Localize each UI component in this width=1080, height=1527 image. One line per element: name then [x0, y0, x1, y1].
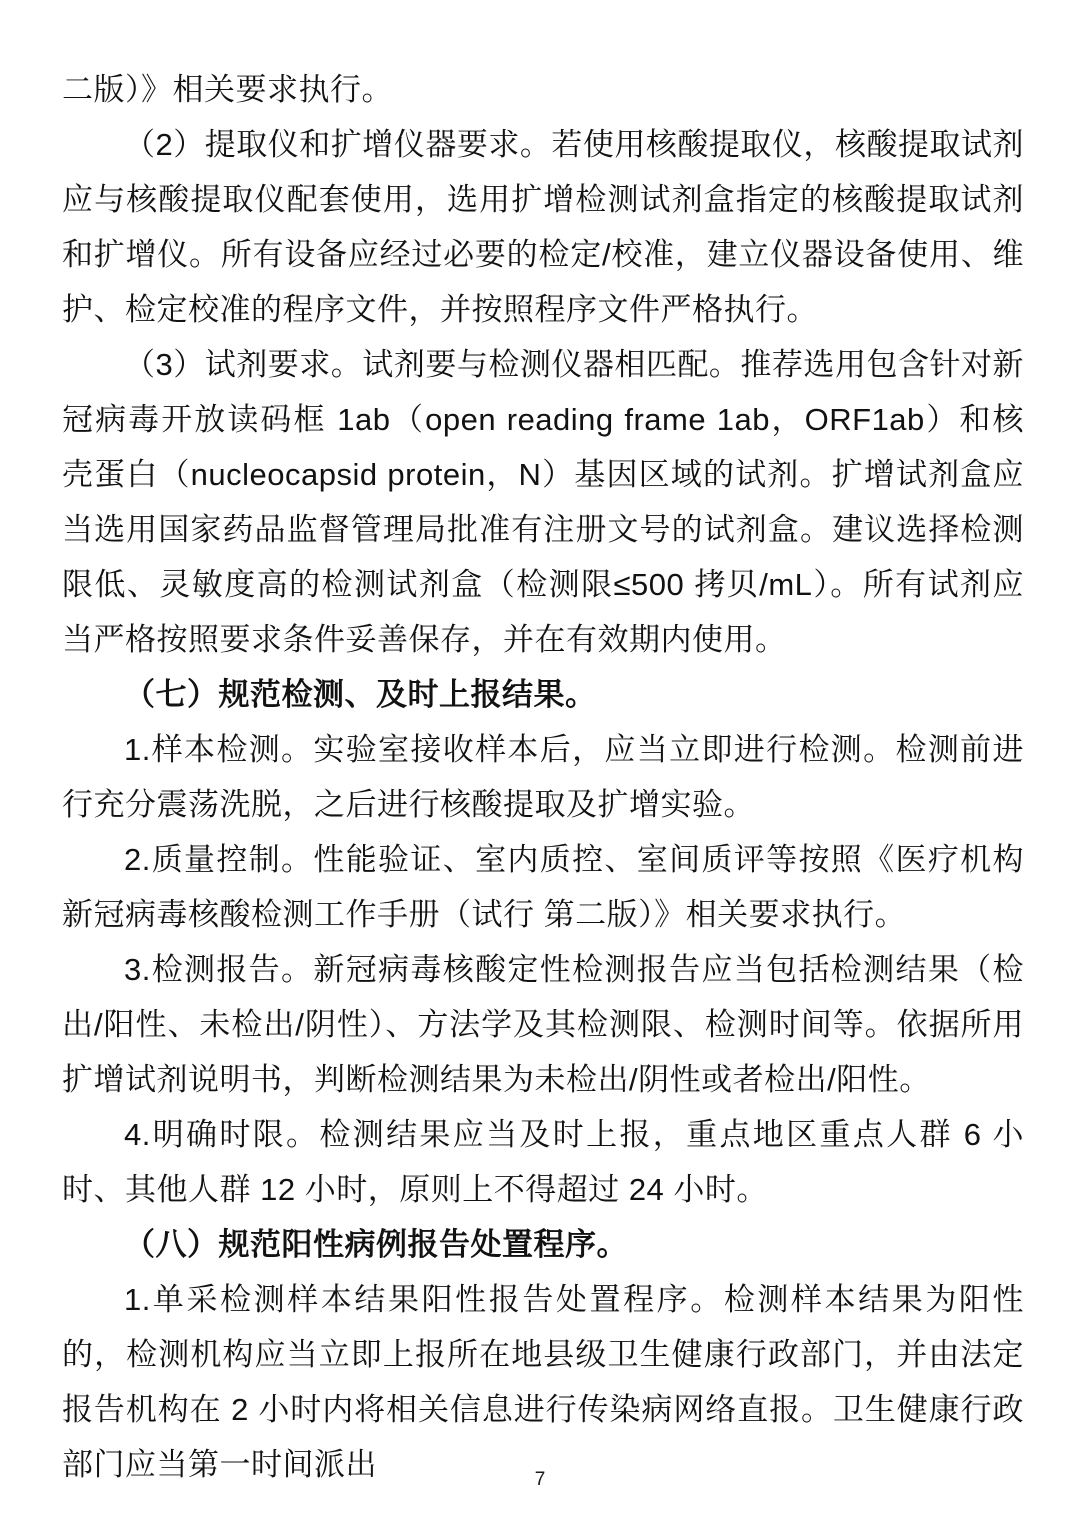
body-paragraph: 1.单采检测样本结果阳性报告处置程序。检测样本结果为阳性的，检测机构应当立即上报所在地县级卫生健康行政部门，并由法定报告机构在 2 小时内将相关信息进行传染病网络直报。卫生健康行政部门应当第一时间派出	[62, 1282, 1024, 1482]
section-heading: （八）规范阳性病例报告处置程序。	[124, 1227, 628, 1262]
page-footer	[0, 1469, 1080, 1491]
body-paragraph: 4.明确时限。检测结果应当及时上报，重点地区重点人群 6 小时、其他人群 12 小时，原则上不得超过 24 小时。	[62, 1117, 1024, 1207]
body-paragraph: 3.检测报告。新冠病毒核酸定性检测报告应当包括检测结果（检出/阳性、未检出/阴性）、方法学及其检测限、检测时间等。依据所用扩增试剂说明书，判断检测结果为未检出/阴性或者检出/阳性。	[62, 952, 1024, 1097]
body-paragraph: 二版）》相关要求执行。	[62, 72, 393, 107]
section-heading: （七）规范检测、及时上报结果。	[124, 677, 597, 712]
page-number: 7	[534, 1469, 546, 1490]
body-paragraph: 2.质量控制。性能验证、室内质控、室间质评等按照《医疗机构新冠病毒核酸检测工作手册（试行 第二版）》相关要求执行。	[62, 842, 1024, 932]
body-paragraph: （3）试剂要求。试剂要与检测仪器相匹配。推荐选用包含针对新冠病毒开放读码框 1ab（open reading frame 1ab，ORF1ab）和核壳蛋白（nucleocapsid protein，N）基因区域的试剂。扩增试剂盒应当选用国家药品监督管理局批准有注册文号的试剂盒。建议选择检测限低、灵敏度高的检测试剂盒（检测限≤500 拷贝/mL）。所有试剂应当严格按照要求条件妥善保存，并在有效期内使用。	[62, 347, 1024, 657]
body-paragraph: （2）提取仪和扩增仪器要求。若使用核酸提取仪，核酸提取试剂应与核酸提取仪配套使用，选用扩增检测试剂盒指定的核酸提取试剂和扩增仪。所有设备应经过必要的检定/校准，建立仪器设备使用、维护、检定校准的程序文件，并按照程序文件严格执行。	[62, 127, 1024, 327]
body-paragraph: 1.样本检测。实验室接收样本后，应当立即进行检测。检测前进行充分震荡洗脱，之后进行核酸提取及扩增实验。	[62, 732, 1024, 822]
